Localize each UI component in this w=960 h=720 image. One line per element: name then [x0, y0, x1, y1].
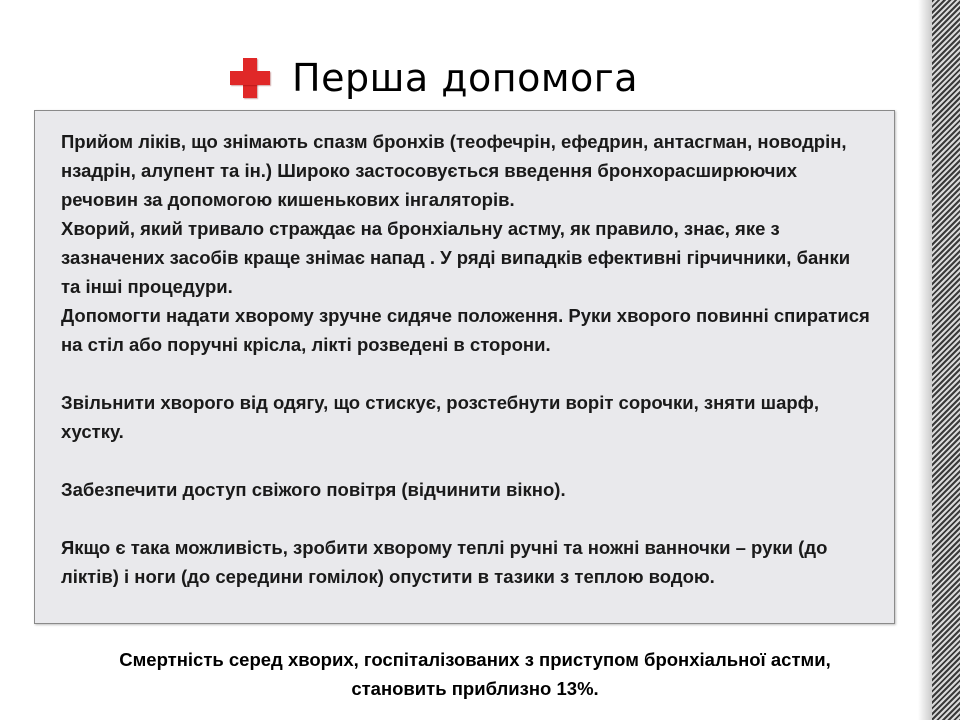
paragraph-warm-baths: Якщо є така можливість, зробити хворому теплі ручні та ножні ванночки – руки (до ліктів) і ноги (до середини гомілок) опустити в тазики з теплою водою. — [61, 537, 828, 587]
mortality-note-line-1: Смертність серед хворих, госпіталізованих з приступом бронхіальної астми, — [119, 649, 831, 670]
page-title: Перша допомога — [292, 56, 638, 100]
slide-edge-decoration — [932, 0, 960, 720]
content-box — [34, 110, 895, 624]
paragraph-fresh-air: Забезпечити доступ свіжого повітря (відчинити вікно). — [61, 479, 566, 500]
paragraph-medication: Прийом ліків, що знімають спазм бронхів (теофечрін, ефедрин, антасгман, новодрін, нзадрін, алупент та ін.) Широко застосовується введення бронхорасширюючих речовин за допомогою кишенькових інгаляторів. — [61, 131, 847, 210]
mortality-note — [60, 645, 890, 703]
paragraph-sitting-position: Допомогти надати хворому зручне сидяче положення. Руки хворого повинні спиратися на стіл або поручні крісла, лікті розведені в сторони. — [61, 305, 870, 355]
red-cross-icon — [228, 56, 272, 100]
paragraph-loosen-clothing: Звільнити хворого від одягу, що стискує, розстебнути воріт сорочки, зняти шарф, хустку. — [61, 392, 820, 442]
mortality-note-line-2: становить приблизно 13%. — [351, 678, 599, 699]
paragraph-patient-knowledge: Хворий, який тривало страждає на бронхіальну астму, як правило, знає, яке з зазначених засобів краще знімає напад . У ряді випадків ефективні гірчичники, банки та інші процедури. — [61, 218, 851, 297]
title-row — [228, 48, 638, 108]
